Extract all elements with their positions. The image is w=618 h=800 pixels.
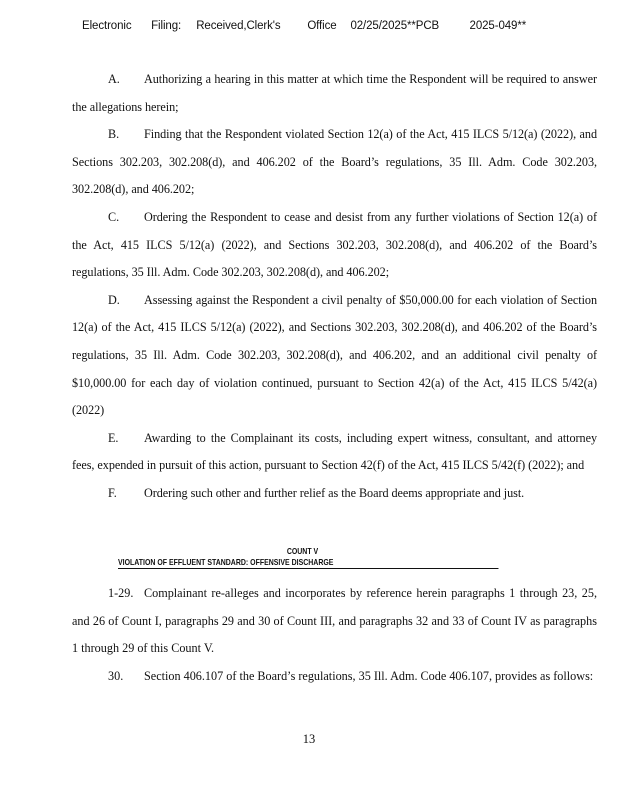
relief-label: A. (108, 72, 120, 86)
relief-text: Awarding to the Complainant its costs, including expert witness, consultant, and attorney fees, expended in pursuit of this action, pursuant to Section 42(f) of the Act, 415 ILCS 5/42(f) (2022); and (72, 430, 597, 473)
numbered-paragraph (72, 580, 597, 663)
paragraph-text: Complainant re-alleges and incorporates by reference herein paragraphs 1 through 23, 25, and 26 of Count I, paragraphs 29 and 30 of Count III, and paragraphs 32 and 33 of Count IV as paragraphs 1 through 29 of this Count V. (72, 586, 597, 656)
relief-label: F. (108, 485, 117, 500)
relief-text: Ordering such other and further relief as the Board deems appropriate and just. (144, 485, 525, 500)
relief-label: D. (108, 292, 120, 307)
header-electronic: Electronic (82, 20, 132, 32)
prayer-for-relief (72, 66, 597, 508)
relief-text: Finding that the Respondent violated Section 12(a) of the Act, 415 ILCS 5/12(a) (2022), and Sections 302.203, 302.208(d), and 406.202 of the Board’s regulations, 35 Ill. Adm. Code 302.203, 302.208(d), and 406.202; (72, 127, 597, 197)
count-subtitle: VIOLATION OF EFFLUENT STANDARD: OFFENSIVE DISCHARGE (118, 557, 498, 569)
relief-item (72, 287, 597, 425)
count-paragraphs (72, 580, 597, 690)
relief-text: Ordering the Respondent to cease and desist from any further violations of Section 12(a) of the Act, 415 ILCS 5/12(a) (2022), and Sections 302.203, 302.208(d), and 406.202 of the Board’s regulations, 35 Ill. Adm. Code 302.203, 302.208(d), and 406.202; (72, 209, 597, 280)
header-case: 2025-049** (469, 20, 527, 32)
relief-label: B. (108, 127, 120, 142)
relief-label: E. (108, 430, 119, 445)
count-title: COUNT V (286, 546, 319, 556)
page-number: 13 (302, 732, 316, 746)
header-received: Received,Clerk's (196, 20, 281, 32)
paragraph-label: 1-29. (108, 586, 134, 600)
relief-text: Authorizing a hearing in this matter at which time the Respondent will be required to answer the allegations herein; (72, 72, 597, 114)
relief-item (72, 425, 597, 480)
relief-item (72, 121, 597, 204)
relief-item (72, 480, 597, 508)
relief-item (72, 66, 597, 121)
paragraph-label: 30. (108, 668, 124, 683)
relief-text: Assessing against the Respondent a civil penalty of $50,000.00 for each violation of Section 12(a) of the Act, 415 ILCS 5/12(a) (2022), and Sections 302.203, 302.208(d), and 406.202 of the Board’s regulations, 35 Ill. Adm. Code 302.203, 302.208(d), and 406.202, and an additional civil penalty of $10,000.00 for each day of violation continued, pursuant to Section 42(a) of the Act, 415 ILCS 5/42(a) (2022) (72, 292, 597, 418)
relief-item (72, 204, 597, 287)
header-date: 02/25/2025**PCB (350, 20, 440, 32)
filing-header (82, 20, 578, 32)
paragraph-text: Section 406.107 of the Board’s regulations, 35 Ill. Adm. Code 406.107, provides as follows: (144, 668, 594, 683)
relief-label: C. (108, 209, 120, 224)
header-office: Office (307, 20, 337, 32)
header-filing: Filing: (151, 20, 182, 32)
numbered-paragraph (72, 663, 597, 691)
count-heading (118, 546, 430, 569)
